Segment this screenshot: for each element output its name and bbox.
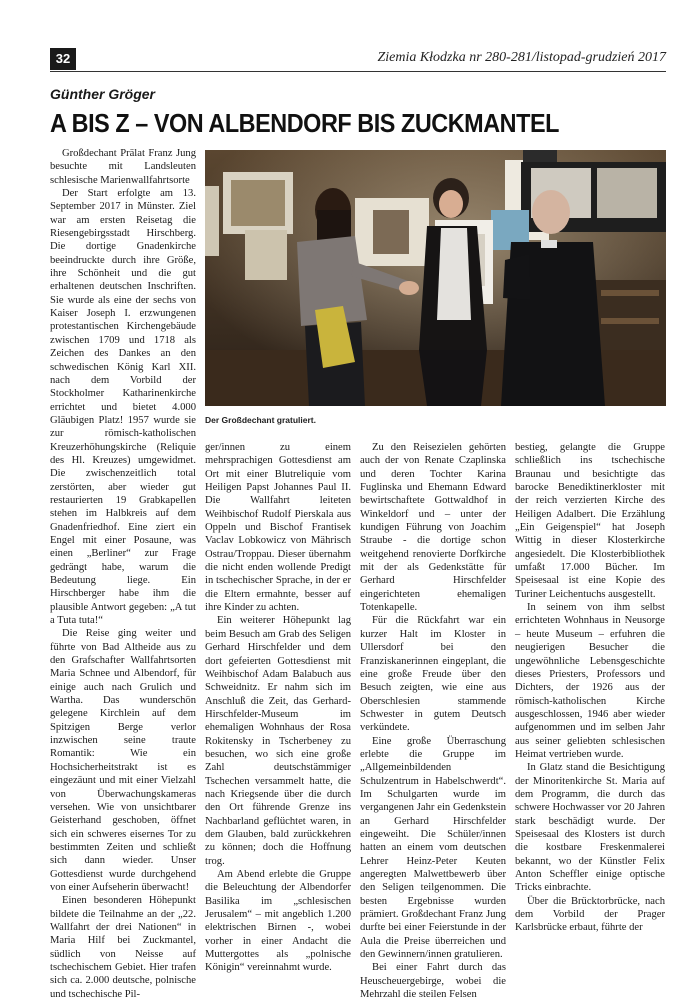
text-column-3	[360, 441, 506, 1001]
paragraph: Die Reise ging weiter und führte von Bad Altheide aus zu den Grafschafter Wallfahrtsorten Maria Schnee und Albendorf, für einige auch nach Grulich und Wartha. Das wunderschön gelegene Kirchlein auf dem Spitzigen Berge verlor inzwischen seine traute Romantik: Wie ein Hochsicherheitstrakt ist es eingezäunt und mit einer Vielzahl von Überwachungskameras versehen. Wie von unsichtbarer Geisterhand geschoben, öffnet sich ein schweres eisernes Tor zu bestimmten Zeiten und schließt sich dann wieder. Unser Gottesdienst wurde durchgehend von einer Aufseherin überwacht!	[50, 628, 196, 893]
article-title: A BIS Z – VON ALBENDORF BIS ZUCKMANTEL	[50, 108, 559, 138]
journal-header: Ziemia Kłodzka nr 280-281/listopad-grudzień 2017	[377, 50, 666, 65]
paragraph: Für die Rückfahrt war ein kurzer Halt im Kloster in Ullersdorf bei den Franziskanerinnen eingeplant, die eine große Freude über den Besuch zeigten, wie eine aus Oberschlesien stammende Schwester in gutem Deutsch verkündete.	[360, 615, 506, 734]
paragraph: Eine große Überraschung erlebte die Gruppe im „Allgemeinbildenden Schulzentrum in Habelschwerdt“. Im Schulgarten wurde im vergangenen Jahr ein Gedenkstein an Gerhard Hirschfelder eingeweiht. Die Schüler/innen hatten an einem vom deutschen Lehrer Heinz-Peter Keuten angeregten Malwettbewerb über den Seligen teilgenommen. Die besten Ergebnisse wurden prämiert. Großdechant Franz Jung durfte bei einer Feierstunde in der Aula die Preise überreichen und den Gewinnern/innen gratulieren.	[360, 735, 506, 961]
paragraph: bestieg, gelangte die Gruppe schließlich ins tschechische Braunau und besichtigte das barocke Benediktinerkloster mit der reich verzierten Kirche des Heiligen Adalbert. Die Erzählung „Ein Geigenspiel“ hat Joseph Wittig in dieser Klosterkirche angesiedelt. Die Klosterbibliothek umfaßt 17.000 Bücher. Im Speisesaal ist eine Kopie des Turiner Leichentuchs ausgestellt.	[515, 442, 665, 600]
paragraph: Ein weiterer Höhepunkt lag beim Besuch am Grab des Seligen Gerhard Hirschfelder und dem dort gefeierten Gottesdienst mit Weihbischof Adam Balabuch aus Schweidnitz. Er nahm sich im Anschluß die Zeit, das Gerhard-Hirschfelder-Museum im ehemaligen Wohnhaus der Rosa Rokitensky in Tscherbeney zu besuchen, wo sich eine große Zahl deutschstämmiger Tschechen versammelt hatte, die nach Kriegsende über die durch den Ort führende Grenze ins Nachbarland geflüchtet waren, in dem Glauben, bald zurückkehren zu können; doch die Hoffnung trog.	[205, 615, 351, 867]
paragraph: Der Start erfolgte am 13. September 2017 in Münster. Ziel war am ersten Reisetag die Riesengebirgsstadt Hirschberg. Die dortige Gnadenkirche beeindruckte durch ihre Größe, ihre Schönheit und die gut erhaltenen deutschen Inschriften. Sie wurde als eine der sechs von Kaiser Joseph I. erzwungenen protestantischen Kirchengebäude zwischen 1709 und 1718 als Zeichen des Dankes an den schwedischen König Karl XII. nach dem Vorbild der Stockholmer Katharinenkirche errichtet und bietet 4.000 Gläubigen Platz! 1957 wurde sie zur römisch-katholischen Kreuzerhöhungskirche (Reliquie des Hl. Kreuzes) umgewidmet. Die zwischenzeitlich total zerstörten, aber wieder gut restaurierten 19 Grabkapellen stehen im Halbkreis auf dem Gnadenfriedhof. Eine ziert ein Engel mit einer Posaune, was einen „Berliner“ zur Frage gedrängt habe, warum die Bedeutung liege. Ein Hirschberger habe ihm die plausible Antwort gegeben: „A tut a Tuta tuta!“	[50, 188, 196, 627]
photo-caption: Der Großdechant gratuliert.	[205, 415, 316, 425]
photo-illustration	[205, 150, 666, 406]
paragraph: Über die Brücktorbrücke, nach dem Vorbild der Prager Karlsbrücke erbaut, führte der	[515, 895, 665, 934]
header-rule	[50, 71, 666, 72]
article-photo	[205, 150, 666, 406]
paragraph: Einen besonderen Höhepunkt bildete die Teilnahme an der „22. Wallfahrt der drei Nationen“ in Maria Hilf bei Zuckmantel, südlich von Neisse auf tschechischem Gebiet. Hier trafen sich ca. 2.000 deutsche, polnische und tschechische Pil-	[50, 895, 196, 1000]
paragraph: Am Abend erlebte die Gruppe die Beleuchtung der Albendorfer Basilika im „schlesischen Jerusalem“ – mit angeblich 1.200 elektrischen Birnen -, wobei vorher in einer Andacht die Muttergottes als „polnische Königin“ vereinnahmt wurde.	[205, 869, 351, 974]
text-column-4	[515, 441, 665, 935]
paragraph: Großdechant Prälat Franz Jung besuchte mit Landsleuten schlesische Marienwallfahrtsorte	[50, 148, 196, 186]
text-column-2	[205, 441, 351, 975]
text-column-1	[50, 147, 196, 1001]
paragraph: Zu den Reisezielen gehörten auch der von Renate Czaplinska und deren Tochter Karina Fuglinska und Ehemann Edward bewirtschaftete Gottwaldhof in Winkeldorf und – unter der kundigen Führung von Joachim Straube - die dortige schon weitgehend renovierte Dorfkirche mit der als Gedenkstätte für Gerhard Hirschfelder eingerichteten ehemaligen Totenkapelle.	[360, 442, 506, 614]
page-number: 32	[50, 48, 76, 70]
paragraph: In Glatz stand die Besichtigung der Minoritenkirche St. Maria auf dem Programm, die durch das schwere Hochwasser vor 20 Jahren stark beschädigt wurde. Der Speisesaal des Klosters ist durch die kostbare Freskenmalerei bekannt, wo der Künstler Felix Anton Scheffler einige optische Tricks einbrachte.	[515, 762, 665, 894]
article-author: Günther Gröger	[50, 86, 156, 102]
paragraph: ger/innen zu einem mehrsprachigen Gottesdienst am Ort mit einer Blutreliquie vom Heiligen Papst Johannes Paul II. Die Wallfahrt leiteten Weihbischof Rudolf Pierskala aus Oppeln und Bischof Frantisek Vaclav Lobkowicz von Mährisch Ostrau/Troppau. Dieser übernahm die nicht enden wollende Predigt in tschechischer Sprache, in der er die Eltern ermahnte, besser auf ihre Kinder zu achten.	[205, 442, 351, 614]
paragraph: Bei einer Fahrt durch das Heuscheuergebirge, wobei die Mehrzahl die steilen Felsen	[360, 962, 506, 1001]
paragraph: In seinem von ihm selbst errichteten Wohnhaus in Neusorge – heute Museum – erfuhren die neugierigen Besucher die ungewöhnliche Lebensgeschichte dieses Priesters, Professors und Dichters, der 1926 aus der römisch-katholischen Kirche ausgeschlossen, 1946 aber wieder aufgenommen und im selben Jahr aus seiner geliebten schlesischen Heimat vertrieben wurde.	[515, 602, 665, 760]
